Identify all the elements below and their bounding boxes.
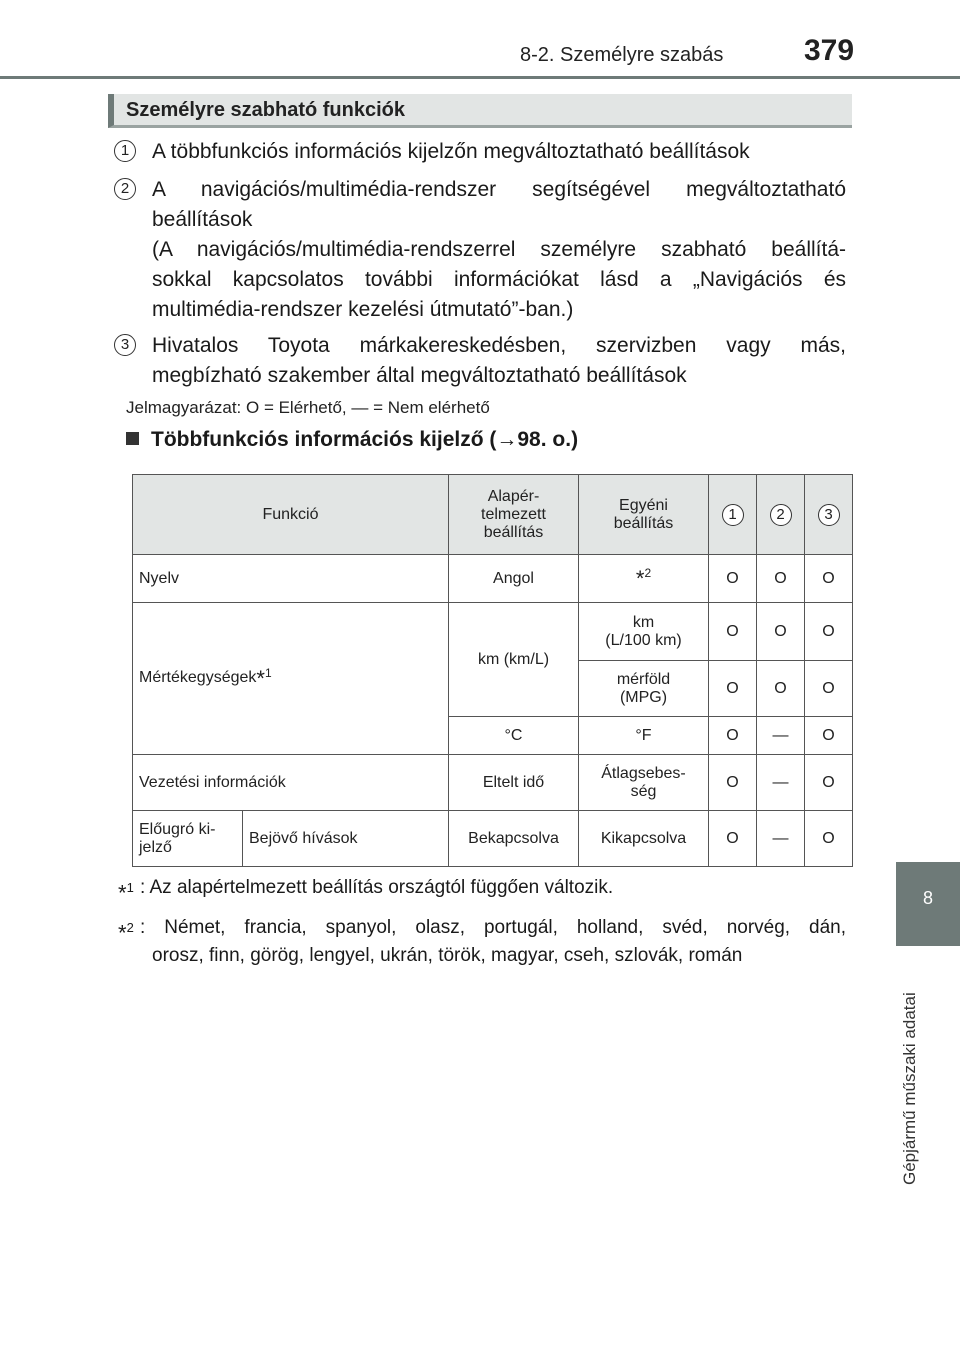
item-2-text (152, 175, 846, 325)
cell-mark: O (805, 811, 853, 867)
cell-mark: O (709, 717, 757, 755)
row-popup-name (133, 811, 243, 867)
row-language-name: Nyelv (133, 555, 449, 603)
cell-mark: O (757, 555, 805, 603)
row-temp-default: °C (449, 717, 579, 755)
cell-line: mérföld (616, 670, 671, 688)
row-driving-custom (579, 755, 709, 811)
chapter-tab-label: Gépjármű műszaki adatai (900, 992, 919, 1185)
footnote-text (118, 914, 846, 942)
cell-line: (MPG) (619, 688, 668, 706)
header-custom (579, 475, 709, 555)
cell-line: Előugró ki- (139, 820, 216, 838)
cell-mark: O (805, 661, 853, 717)
row-popup-sub: Bejövő hívások (243, 811, 449, 867)
section-title: Személyre szabható funkciók (108, 94, 852, 128)
header-custom-line: beállítás (613, 514, 674, 532)
header-col-2 (757, 475, 805, 555)
circled-1-icon: 1 (722, 504, 744, 526)
circled-3-icon: 3 (818, 504, 840, 526)
footnote-marker (118, 914, 134, 947)
table-row (133, 603, 853, 661)
row-temp-custom: °F (579, 717, 709, 755)
cell-mark: — (757, 811, 805, 867)
cell-mark: O (757, 603, 805, 661)
asterisk-icon: * (118, 920, 127, 946)
subheading-ref: 98. o.) (517, 428, 579, 451)
asterisk-icon: * (635, 565, 645, 591)
cell-mark: O (709, 661, 757, 717)
cell-mark: O (709, 811, 757, 867)
cell-mark: O (757, 661, 805, 717)
row-language-default: Angol (449, 555, 579, 603)
footnote-line: : Az alapértelmezett beállítás országtól függően változik. (140, 877, 614, 898)
header-default (449, 475, 579, 555)
header-function: Funkció (133, 475, 449, 555)
item-3-line: megbízható szakember által megváltoztatható beállítások (152, 364, 687, 387)
cell-mark: O (805, 603, 853, 661)
settings-table (132, 474, 853, 867)
item-marker-2: 2 (114, 178, 136, 200)
footnote-ref: 2 (644, 565, 652, 580)
header-custom-line: Egyéni (619, 496, 668, 514)
footnote-number: 1 (126, 880, 134, 895)
item-2-line: sokkal kapcsolatos további információkat lásd a „Navigációs és (152, 268, 846, 291)
footnote-text (118, 942, 846, 970)
square-bullet-icon (126, 432, 139, 445)
header-default-line: Alapér- (487, 487, 540, 505)
row-units-label: Mértékegységek (139, 668, 257, 686)
item-marker-3: 3 (114, 334, 136, 356)
row-popup-default: Bekapcsolva (449, 811, 579, 867)
row-units-km-custom (579, 603, 709, 661)
row-driving-default: Eltelt idő (449, 755, 579, 811)
header-default-line: beállítás (483, 523, 544, 541)
item-2-line: multimédia-rendszer kezelési útmutató”-ban.) (152, 298, 574, 321)
footnote-ref: 1 (264, 665, 272, 680)
footnote-1 (118, 874, 846, 906)
table-row (133, 811, 853, 867)
cell-line: (L/100 km) (605, 631, 682, 649)
header-col-3 (805, 475, 853, 555)
cell-mark: O (805, 755, 853, 811)
footnote-line: : Német, francia, spanyol, olasz, portugál, holland, svéd, norvég, dán, (140, 917, 846, 938)
item-2-line: beállítások (152, 208, 253, 231)
header-rule (0, 76, 960, 79)
item-3-text (152, 331, 846, 391)
cell-mark: — (757, 717, 805, 755)
row-units-mile-custom (579, 661, 709, 717)
cell-line: ség (630, 782, 657, 800)
subheading-text: Többfunkciós információs kijelző ( (151, 428, 497, 451)
cell-mark: O (709, 603, 757, 661)
header-col-1 (709, 475, 757, 555)
item-1-line: A többfunkciós információs kijelzőn megváltoztatható beállítások (152, 140, 750, 163)
footnote-line: orosz, finn, görög, lengyel, ukrán, török, magyar, cseh, szlovák, román (152, 945, 743, 966)
subheading (126, 428, 578, 452)
cell-mark: O (805, 717, 853, 755)
page-number: 379 (804, 34, 855, 67)
table-row (133, 555, 853, 603)
header-default-line: telmezett (481, 505, 546, 523)
footnote-number: 2 (126, 920, 134, 935)
table-row (133, 755, 853, 811)
footnote-2 (118, 914, 846, 970)
item-3-line: Hivatalos Toyota márkakereskedésben, szervizben vagy más, (152, 334, 846, 357)
cell-mark: O (709, 555, 757, 603)
cell-mark: O (709, 755, 757, 811)
asterisk-icon: * (118, 880, 127, 906)
asterisk-icon: * (256, 665, 265, 691)
footnote-marker (118, 874, 134, 907)
circled-2-icon: 2 (770, 504, 792, 526)
cell-line: km (632, 613, 655, 631)
row-driving-name: Vezetési információk (133, 755, 449, 811)
cell-mark: O (805, 555, 853, 603)
chapter-tab-number: 8 (922, 888, 933, 908)
cell-line: jelző (139, 838, 172, 856)
item-2-line: (A navigációs/multimédia-rendszerrel személyre szabható beállítá- (152, 238, 846, 261)
row-units-name (133, 603, 449, 755)
row-language-custom (579, 555, 709, 603)
table-header-row (133, 475, 853, 555)
row-units-default: km (km/L) (449, 603, 579, 717)
cell-line: Átlagsebes- (601, 764, 686, 782)
footnote-text (118, 874, 846, 902)
cell-mark: — (757, 755, 805, 811)
chapter-section-title: 8-2. Személyre szabás (520, 44, 724, 66)
row-popup-custom: Kikapcsolva (579, 811, 709, 867)
item-marker-1: 1 (114, 140, 136, 162)
item-2-line: A navigációs/multimédia-rendszer segítségével megváltoztatható (152, 178, 846, 201)
legend-text: Jelmagyarázat: O = Elérhető, — = Nem elérhető (126, 398, 490, 417)
item-1-text (152, 137, 846, 167)
arrow-icon: → (496, 428, 518, 451)
